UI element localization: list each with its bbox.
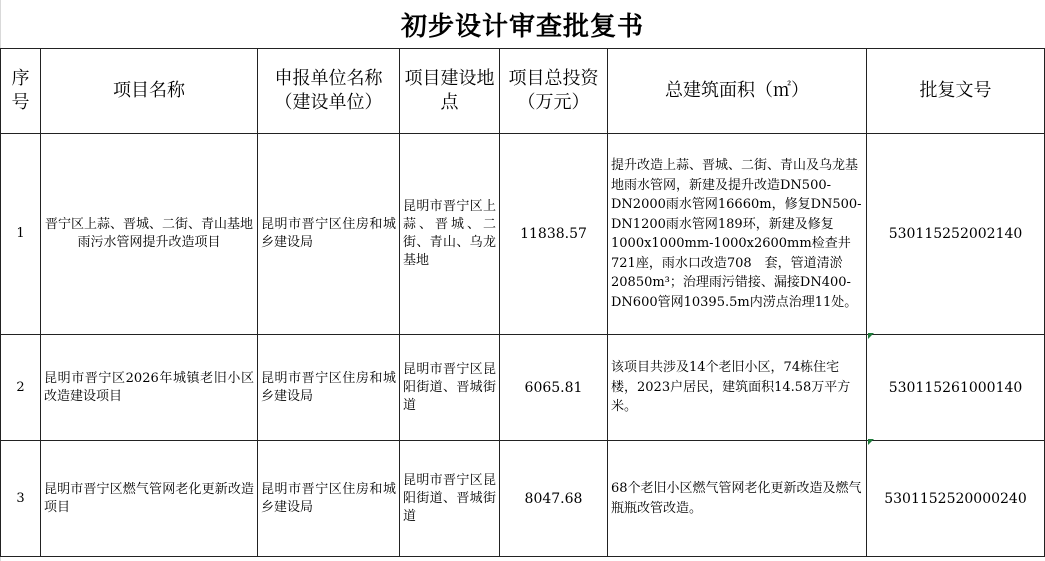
row-area: 提升改造上蒜、晋城、二街、青山及乌龙基地雨水管网，新建及提升改造DN500-DN2000雨水管网16660m，修复DN500-DN1200雨水管网189环，新建及修复1000x1000mm-1000x2600mm检查井721座，雨水口改造708 套，管道清淤20850m³；治理雨污错接、漏接DN400-DN600管网10395.5m内涝点治理11处。 — [608, 134, 867, 335]
header-row — [1, 49, 1045, 134]
header-investment: 项目总投资（万元） — [500, 49, 608, 134]
header-location: 项目建设地点 — [400, 49, 500, 134]
row-index: 3 — [1, 441, 41, 557]
row-investment: 6065.81 — [500, 335, 608, 441]
row-area: 68个老旧小区燃气管网老化更新改造及燃气瓶瓶改管改造。 — [608, 441, 867, 557]
row-investment: 11838.57 — [500, 134, 608, 335]
cell-comment-marker — [868, 439, 874, 445]
row-project-name: 昆明市晋宁区燃气管网老化更新改造项目 — [41, 441, 258, 557]
table-row — [1, 441, 1045, 557]
row-investment: 8047.68 — [500, 441, 608, 557]
row-project-name: 昆明市晋宁区2026年城镇老旧小区改造建设项目 — [41, 335, 258, 441]
row-location: 昆明市晋宁区昆阳街道、晋城街道 — [400, 335, 500, 441]
header-approval-no: 批复文号 — [867, 49, 1045, 134]
row-location: 昆明市晋宁区昆阳街道、晋城街道 — [400, 441, 500, 557]
row-index: 2 — [1, 335, 41, 441]
table-row — [1, 134, 1045, 335]
row-approval-no: 5301152520000240 — [867, 441, 1045, 557]
row-approval-no: 530115252002140 — [867, 134, 1045, 335]
header-index: 序号 — [1, 49, 41, 134]
row-area: 该项目共涉及14个老旧小区，74栋住宅楼，2023户居民，建筑面积14.58万平方米。 — [608, 335, 867, 441]
row-applicant: 昆明市晋宁区住房和城乡建设局 — [258, 335, 400, 441]
approval-table — [0, 48, 1045, 557]
cell-comment-marker — [868, 333, 874, 339]
document-title: 初步设计审查批复书 — [400, 11, 644, 42]
row-approval-no: 530115261000140 — [867, 335, 1045, 441]
row-index: 1 — [1, 134, 41, 335]
header-area: 总建筑面积（㎡） — [608, 49, 867, 134]
header-project-name: 项目名称 — [41, 49, 258, 134]
row-project-name: 晋宁区上蒜、晋城、二街、青山基地雨污水管网提升改造项目 — [41, 134, 258, 335]
header-applicant: 申报单位名称（建设单位） — [258, 49, 400, 134]
row-applicant: 昆明市晋宁区住房和城乡建设局 — [258, 441, 400, 557]
row-applicant: 昆明市晋宁区住房和城乡建设局 — [258, 134, 400, 335]
table-row — [1, 335, 1045, 441]
row-location: 昆明市晋宁区上蒜、晋城、二街、青山、乌龙基地 — [400, 134, 500, 335]
